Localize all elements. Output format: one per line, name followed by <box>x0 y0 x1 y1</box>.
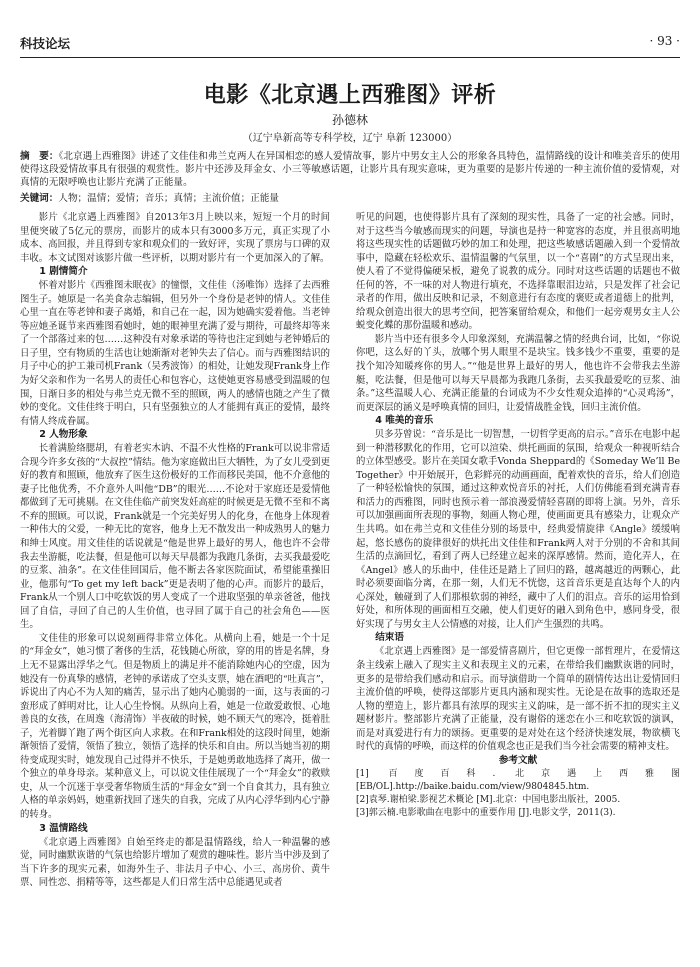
section-heading: 参考文献 <box>498 754 538 766</box>
body-paragraph: 长着满脸络腮胡，有着老实木讷、不温不火性格的Frank可以说非常适合现今许多女孩的“大叔控”情结。他为家庭做出巨大牺牲，为了女儿受到更好的教育和照顾，他放弃了医生这份极好的工作而移民美国，他不介意他的妻子比他优秀，不介意外人叫他“DB”的眼光……不论对于家庭还是爱情他都做到了无可挑剔。在文佳佳临产前突发妊高症的时候更是无微不至和不离不弃的照顾。可以说，Frank就是一个完美好男人的化身，在他身上体现着一种伟大的父爱，一种无比的宽容，他身上无不散发出一种成熟男人的魅力和绅士风度。用文佳佳的话说就是“他是世界上最好的男人，他也许不会带我去坐游艇，吃法餐，但是他可以每天早晨都为我跑几条街，去买我最爱吃的豆浆、油条”。在文佳佳回国后，他不断去各家医院面试，希望能重操旧业，他那句“To get my left back”更是表明了他的心声。而影片的最后，Frank从一个别人口中吃软饭的男人变成了一个进取坚强的单亲爸爸，他找回了自信，寻回了自己的人生价值，也寻回了属于自己的社会角色——医生。 <box>20 443 330 631</box>
section-heading: 3 温情路线 <box>39 822 88 834</box>
keywords <box>20 192 680 205</box>
body-paragraph: 影片当中还有很多令人印象深刻，充满温馨之情的经典台词，比如，“你说你吧，这么好的丫头，放哪个男人眼里不是块宝。钱多钱少不重要，重要的是找个知冷知暖疼你的男人。”“他是世界上最好的男人，他也许不会带我去坐游艇，吃法餐，但是他可以每天早晨都为我跑几条街，去买我最爱吃的豆浆、油条。”这些温暖人心、充满正能量的台词成为不少女性观众追捧的“心灵鸡汤”，而更深层的涵义是呼唤真情的回归，让爱情战胜金钱，回归主流价值。 <box>356 333 680 413</box>
running-header <box>20 34 680 52</box>
body-paragraph: 文佳佳的形象可以说刻画得非常立体化。从横向上看，她是一个十足的“拜金女”，她习惯了奢侈的生活，花钱随心所欲，穿的用的皆是名牌，身上无不显露出浮华之气。但是物质上的满足并不能消除她内心的空虚，因为她没有一份真挚的感情，老钟的承诺成了空头支票，她在酒吧的“吐真言”，诉说出了内心不为人知的痛苦，显示出了她内心脆弱的一面，这与表面的刁蛮形成了鲜明对比，让人心生怜悯。从纵向上看，她是一位敢爱敢恨、心地善良的女孩，在周逸（海清饰）半夜破的时候，她不顾天气的寒冷，挺着肚子，光着脚丫跑了两个街区向人求救。在和Frank相处的这段时间里，她渐渐领悟了爱情，领悟了独立，领悟了选择的快乐和自由。所以当她当初的期待变成现实时，她发现自己过得并不快乐，于是她勇敢地选择了离开，做一个独立的单身母亲。某种意义上，可以说文佳佳展现了一个“拜金女”的救赎史，从一个沉迷于享受奢华物质生活的“拜金女”到一个自食其力，具有独立人格的单亲妈妈，她重新找回了迷失的自我，完成了从内心浮华到内心宁静的转身。 <box>20 632 330 820</box>
article-title: 电影《北京遇上西雅图》评析 <box>203 83 497 108</box>
section-heading: 结束语 <box>375 632 404 644</box>
body-paragraph: 怀着对影片《西雅图未眠夜》的憧憬，文佳佳（汤唯饰）选择了去西雅图生子。她原是一名美食杂志编辑，但另外一个身份是老钟的情人。文佳佳心里一直在等老钟和妻子离婚，和自己在一起，因为她确实爱着他。当老钟等应她圣诞节来西雅图看她时，她的眼神里充满了爱与期待，可最终却等来了一个部落过来的包……这种没有对象承诺的等待也注定到她与老钟婚后的日子里，空有物质的生活也让她渐渐对老钟失去了信心。而与西雅图结识的月子中心的护工兼司机Frank（吴秀波饰）的相处，让她发现Frank身上作为好父亲和作为一名男人的责任心和包容心，这使她更容易感受到温暖的包围，日渐日多的相处与弗兰克无微不至的照顾，两人的感情也随之产生了微妙的变化。文佳佳终于明白，只有坚强独立的人才能拥有真正的爱情，最终有情人终成眷属。 <box>20 280 330 427</box>
section-heading: 2 人物形象 <box>39 429 88 441</box>
body-paragraph: 听见的问题，也使得影片具有了深刻的现实性，具备了一定的社会感。同时，对于这些当今敏感而现实的问题，导演也是持一种宽容的态度，并且很高明地将这些现实性的话题做巧妙的加工和处理，把这些敏感话题融入到一个爱情故事中，隐藏在轻松欢乐、温情温馨的气氛里，以一个“喜剧”的方式呈现出来，使人看了不觉得偏硬呆板，避免了说教的成分。同时对这些话题的话题也不做任何的答，不一味的对人物进行填充，不选择靠眼泪边站，只是发挥了社会记录者的作用，做出反映和记录，不刻意进行有态度的褒贬或者道德上的批判，给观众创造出很大的思考空间，把答案留给观众，和他们一起旁观男女主人公蜕变化蝶的那份温暖和感动。 <box>356 212 680 332</box>
article-author: 孙德林 <box>331 113 368 127</box>
body-paragraph: 《北京遇上西雅图》自始至终走的都是温情路线，给人一种温馨的感觉，同时幽默诙谐的气氛也给影片增加了观赏的趣味性。影片当中涉及到了当下许多的现实元素，如海外生子、非法月子中心、小三、高房价、黄牛票、同性恋、捐精等等，这些都是人们日常生活中总能遇见或者 <box>20 836 330 889</box>
section-heading: 4 唯美的音乐 <box>375 415 434 427</box>
reference-entry: [3]郭云楠.电影歌曲在电影中的重要作用 [J].电影文学，2011(3). <box>356 807 616 818</box>
body-paragraph: 影片《北京遇上西雅图》自2013年3月上映以来，短短一个月的时间里便突破了5亿元的票房，而影片的成本只有3000多万元，真正实现了小成本、高回报，并且得到专家和观众们的一致好评，实现了票房与口碑的双丰收。本文试图对该影片做一些评析，以期对影片有一个更加深入的了解。 <box>20 212 330 264</box>
reference-entry: [2]袁琴.谢柏梁.影视艺术概论 [M].北京：中国电影出版社，2005. <box>356 794 621 805</box>
body-right-column <box>356 211 680 820</box>
abstract-text: 《北京遇上西雅图》讲述了文佳佳和弗兰克两人在异国相恋的感人爱情故事，影片中男女主人公的形象各具特色，温情路线的设计和唯美音乐的使用使得这段爱情故事具有很强的观赏性。影片中还涉及拜金女、小三等敏感话题，让影片具有现实意味，更为重要的是影片传递的一种主流价值的爱情观，对真情的无限呼唤也让影片充满了正能量。 <box>20 151 681 188</box>
keywords-label: 关键词： <box>20 193 59 204</box>
header-rule <box>20 57 680 58</box>
abstract <box>20 150 680 189</box>
page-number: · 93 · <box>649 34 680 48</box>
body-left-column <box>20 211 330 890</box>
body-paragraph: 贝多芬曾说：“音乐是比一切智慧，一切哲学更高的启示。”音乐在电影中起到一种潜移默化的作用，它可以渲染、烘托画面的氛围，给观众一种视听结合的立体型感受。影片在美国女歌手Vonda Sheppard的《Someday We’ll Be Together》中开始展开，色彩鲜亮的动画画面，配着欢快的音乐，给人们创造了一种轻松愉快的氛围，通过这种欢悦音乐的衬托，人们仿佛能看到充满青春和活力的西雅图，同时也预示着一部浪漫爱情轻喜剧的即将上演。另外，音乐可以加强画面所表现的事物，刻画人物心理，使画面更具有感染力，让观众产生共鸣。如在弗兰克和文佳佳分别的场景中，经典爱情旋律《Angle》缓缓响起，悠长感伤的旋律很好的烘托出文佳佳和Frank两人对于分别的不舍和其间生活的点滴回忆，看到了两人已经建立起来的深厚感情。然而，造化弄人，在《Angel》感人的乐曲中，佳佳还是踏上了回归的路，越离越近的两颗心，此时必须要面临分离，在那一刻，人们无不恍惚，这首音乐更是直达每个人的内心深处，触碰到了人们那根软弱的神经，藏中了人们的泪点。音乐的运用恰到好处，和所体现的画面相互交融，使人们更好的融入到角色中，感同身受，很好实现了与男女主人公情感的对接，让人们产生强烈的共鸣。 <box>356 429 680 630</box>
body-paragraph: 《北京遇上西雅图》是一部爱情喜剧片，但它更像一部哲理片，在爱情这条主线索上融入了现实主义和表现主义的元素，在带给我们幽默诙谐的同时，更多的是带给我们感动和启示。而导演借助一个简单的剧情传达出让爱情回归主流价值的呼唤，使得这部影片更具内涵和现实性。无论是在故事的选取还是人物的塑造上，影片都具有浓厚的现实主义韵味，是一部不折不扣的现实主义题材影片。整部影片充满了正能量，没有谢俗的迷恋在小三和吃软饭的演讽，而是对真爱进行有力的颂扬。更重要的是对处在这个经济快速发展，物欲横飞时代的真情的呼唤，而这样的价值观念也正是我们当今社会需要的精神支柱。 <box>356 646 680 753</box>
keywords-text: 人物；温情；爱情；音乐；真情；主流价值；正能量 <box>58 193 280 204</box>
section-heading: 1 剧情简介 <box>39 266 88 278</box>
abstract-label: 摘 要： <box>20 151 59 162</box>
author-affiliation: （辽宁阜新高等专科学校，辽宁 阜新 123000） <box>242 133 458 144</box>
journal-section-name: 科技论坛 <box>20 36 71 51</box>
reference-entry: [1] 百度百科. 北京遇上西雅图[EB/OL].http://baike.baidu.com/view/9804845.htm. <box>356 768 680 792</box>
